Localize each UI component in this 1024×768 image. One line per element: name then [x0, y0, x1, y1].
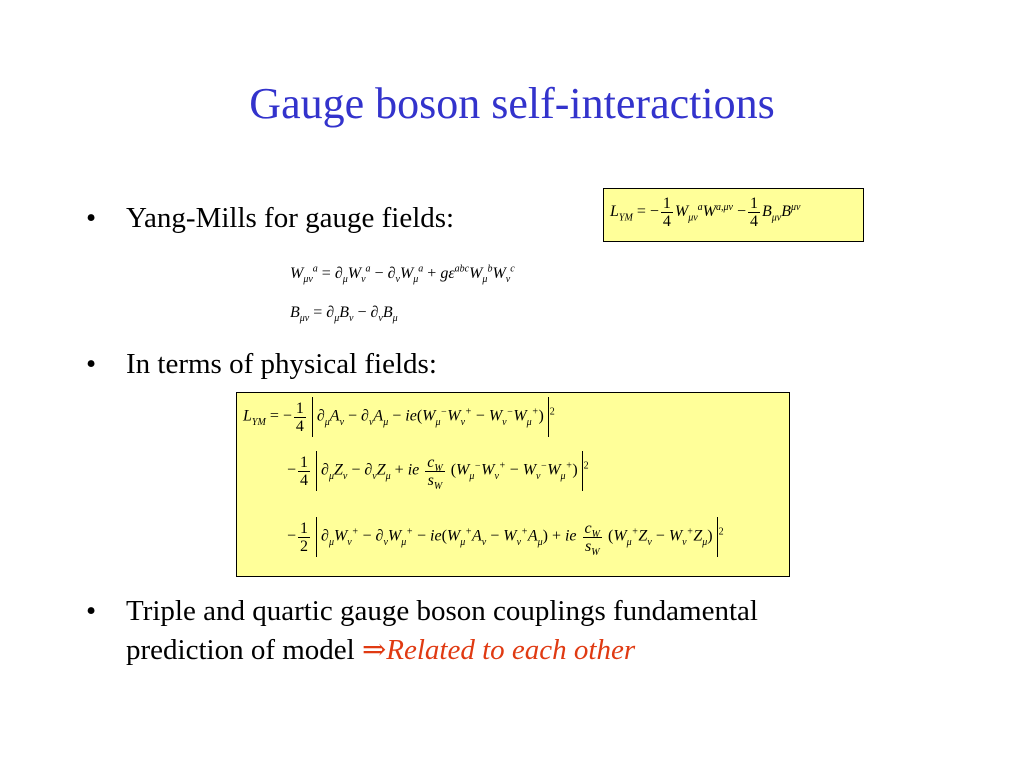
- bullet-text: In terms of physical fields:: [126, 348, 437, 380]
- bullet-text-line2-wrap: [126, 632, 635, 668]
- b-field-strength-equation: $B_{\mu\nu} = \partial_\mu B_\nu - \partial_\nu B_\mu$: [290, 304, 398, 325]
- bullet-marker: •: [86, 348, 97, 380]
- implies-arrow-icon: ⇒: [361, 634, 387, 666]
- bullet-text-line2: prediction of model: [126, 634, 355, 666]
- emphasis-text: Related to each other: [386, 634, 636, 666]
- bullet-marker: •: [86, 595, 97, 627]
- lagrangian-w-term: − $\frac{1}{2}$ $\partial_\mu W_\nu^+ - \partial_\nu W_\mu^+ - ie(W_\mu^+A_\nu - W_\nu^+A_\mu)$ + ie $\frac{c_W}{s_W}$ $(W_\mu^+Z_\nu - W_\nu^+Z_\mu)$ $^2$: [287, 517, 724, 557]
- bullet-text: Yang-Mills for gauge fields:: [126, 202, 455, 234]
- w-field-strength-equation: $W_{\mu\nu}^a = \partial_\mu W_\nu^a - \partial_\nu W_\mu^a + g\varepsilon^{abc}W_\mu^bW_\nu^c$: [290, 263, 515, 286]
- bullet-marker: •: [86, 202, 97, 234]
- bullet-text-line1: Triple and quartic gauge boson couplings fundamental: [126, 595, 758, 627]
- yang-mills-lagrangian-box: [603, 188, 864, 242]
- lagrangian-ym-equation: $L_{YM}$ = − $\frac{1}{4}$ $W_{\mu\nu}^aW^{a,\mu\nu}$ − $\frac{1}{4}$ $B_{\mu\nu}B^{\mu\nu}$: [610, 195, 801, 230]
- slide-title: Gauge boson self-interactions: [249, 79, 775, 128]
- lagrangian-z-term: − $\frac{1}{4}$ $\partial_\mu Z_\nu - \partial_\nu Z_\mu$ + ie $\frac{c_W}{s_W}$ $(W_\mu^-W_\nu^+ - W_\nu^-W_\mu^+)$ $^2$: [287, 451, 589, 491]
- lagrangian-photon-term: $L_{YM}$ = − $\frac{1}{4}$ $\partial_\mu A_\nu - \partial_\nu A_\mu - ie(W_\mu^-W_\nu^+ - W_\nu^-W_\mu^+)$ $^2$: [243, 397, 555, 437]
- physical-lagrangian-box: [236, 392, 790, 577]
